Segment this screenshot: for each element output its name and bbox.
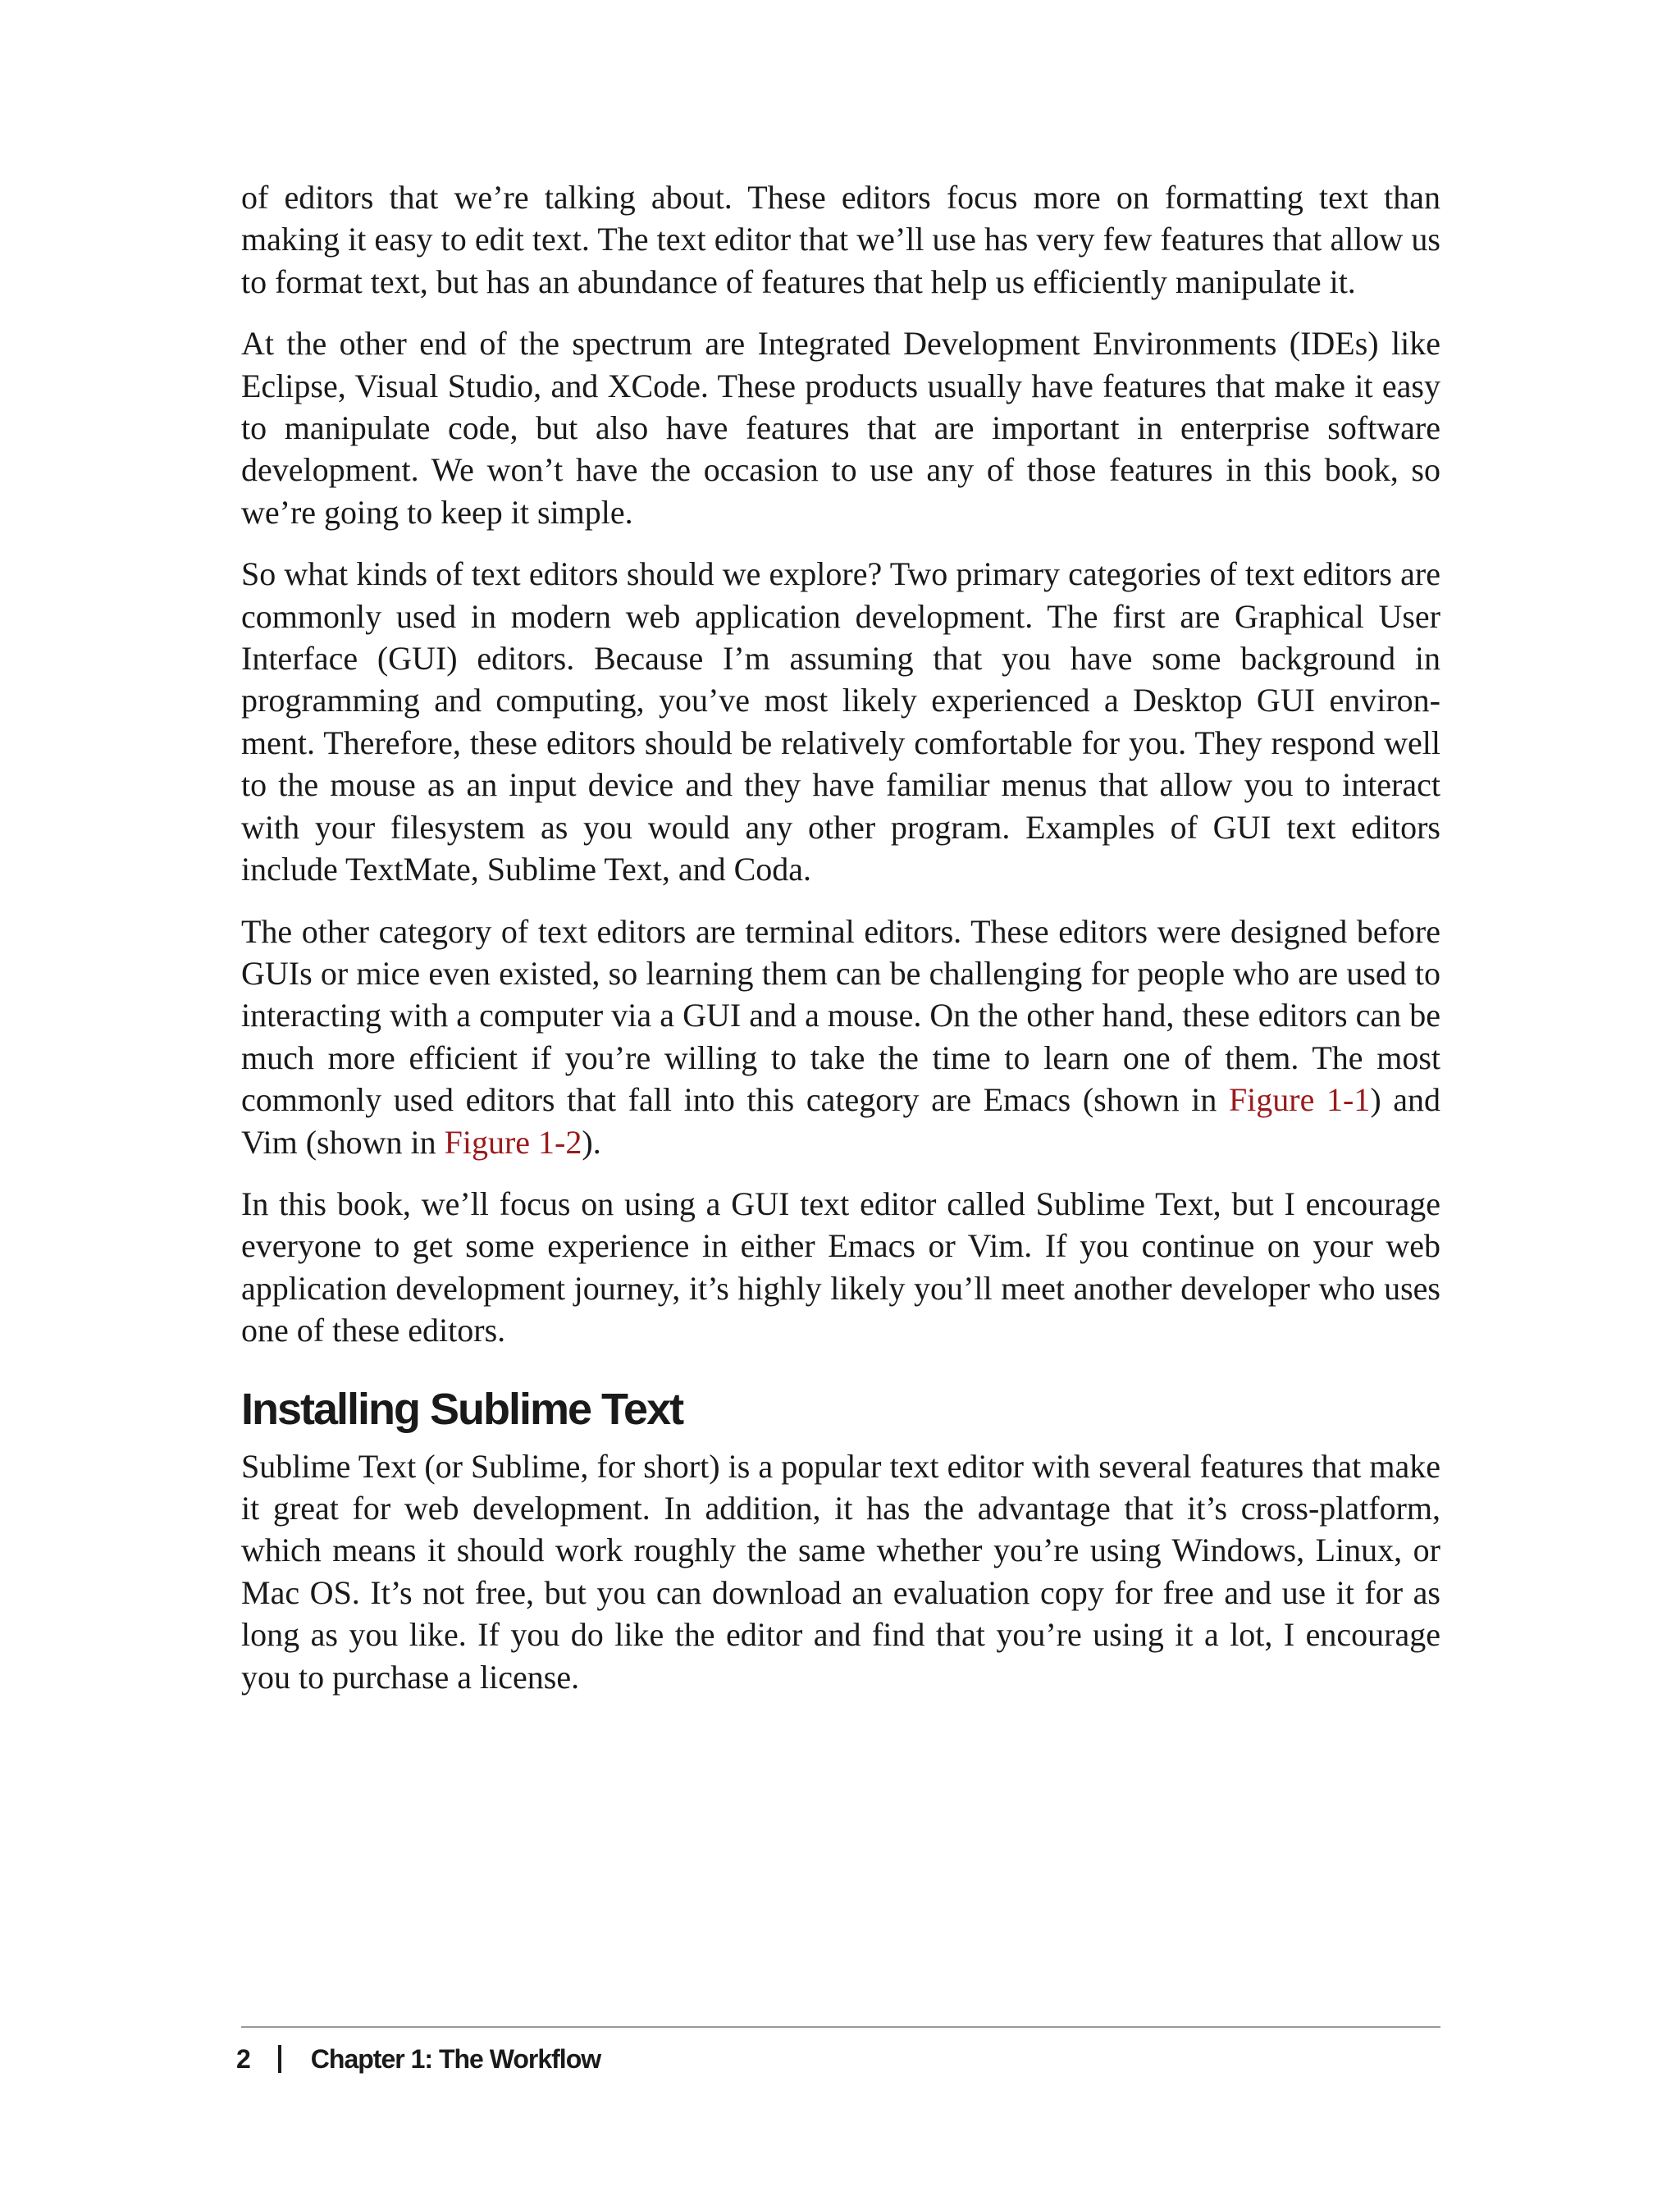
page-footer bbox=[236, 2036, 600, 2082]
figure-1-1-link[interactable]: Figure 1-1 bbox=[1228, 1081, 1371, 1119]
paragraph-text: ) and Vim (shown in bbox=[241, 1081, 1440, 1161]
paragraph-ides: At the other end of the spectrum are Integrated Development Environments (IDEs) like Eclipse, Visual Studio, and XCode. These products usually have features that make it easy to manipulate code, but also have features that are important in enterprise software development. We won’t have the occasion to use any of those features in this book, so we’re going to keep it simple. bbox=[241, 325, 1440, 531]
page-content bbox=[241, 176, 1440, 1718]
paragraph-terminal-editors bbox=[241, 911, 1440, 1163]
footer-separator bbox=[278, 2045, 281, 2073]
paragraph-gui-editors: So what kinds of text editors should we explore? Two primary categories of text editors are commonly used in modern web application development. The first are Graphical User Interface (GUI) editors. Because I’m assuming that you have some background in programming and computing, you’ve most likely experienced a Desktop GUI environment. Therefore, these editors should be relatively comfortable for you. They respond well to the mouse as an input device and they have familiar menus that allow you to interact with your filesystem as you would any other program. Examples of GUI text editors include TextMate, Sublime Text, and Coda. bbox=[241, 555, 1440, 888]
figure-1-2-link[interactable]: Figure 1-2 bbox=[444, 1123, 582, 1161]
footer-divider bbox=[241, 2026, 1440, 2028]
paragraph-editors-formatting: of editors that we’re talking about. These editors focus more on formatting text than making it easy to edit text. The text editor that we’ll use has very few features that allow us to format text, but has an abundance of features that help us efficiently manipulate it. bbox=[241, 179, 1440, 300]
paragraph-text: The other category of text editors are terminal editors. These editors were designed before GUIs or mice even existed, so learning them can be challenging for people who are used to interacting with a computer via a GUI and a mouse. On the other hand, these editors can be much more efficient if you’re willing to take the time to learn one of them. The most commonly used editors that fall into this category are Emacs (shown in bbox=[241, 912, 1440, 1119]
paragraph-sublime-focus: In this book, we’ll focus on using a GUI text editor called Sublime Text, but I encourage everyone to get some experience in either Emacs or Vim. If you continue on your web application development journey, it’s highly likely you’ll meet another developer who uses one of these editors. bbox=[241, 1185, 1440, 1349]
page-number: 2 bbox=[236, 2043, 250, 2074]
chapter-title: Chapter 1: The Workflow bbox=[310, 2043, 601, 2074]
paragraph-sublime-intro: Sublime Text (or Sublime, for short) is a popular text editor with several features that make it great for web development. In addition, it has the advantage that it’s cross-platform, which means it should work roughly the same whether you’re using Windows, Linux, or Mac OS. It’s not free, but you can download an evaluation copy for free and use it for as long as you like. If you do like the editor and find that you’re using it a lot, I encourage you to purchase a license. bbox=[241, 1447, 1440, 1696]
section-heading: Installing Sublime Text bbox=[241, 1384, 683, 1434]
paragraph-text: ). bbox=[582, 1123, 601, 1161]
